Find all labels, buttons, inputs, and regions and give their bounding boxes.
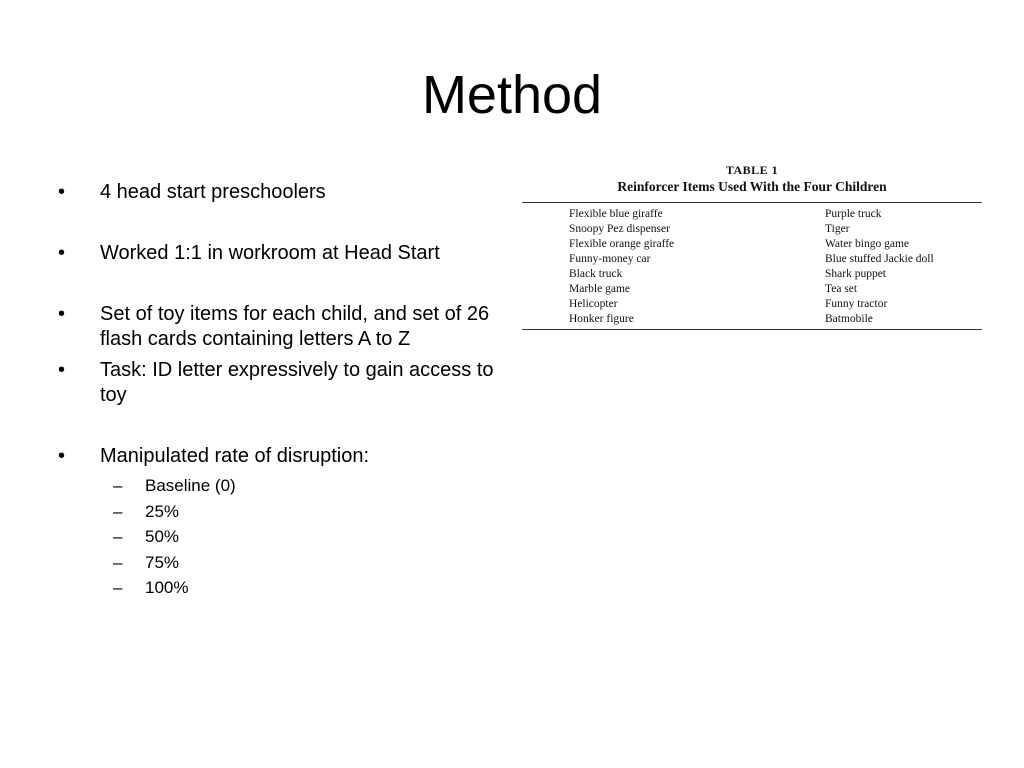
bullet-item [58, 444, 508, 601]
table-cell: Black truck [569, 268, 623, 280]
sub-bullet-text: 100% [145, 578, 189, 597]
sub-bullet-text: Baseline (0) [145, 476, 236, 495]
bullet-marker: • [58, 242, 66, 264]
table-title: Reinforcer Items Used With the Four Children [522, 178, 982, 203]
bullet-item [58, 180, 508, 205]
table-cell: Flexible blue giraffe [569, 208, 663, 220]
bullet-item [58, 358, 508, 408]
sub-bullet-item [58, 524, 508, 550]
table-cell: Helicopter [569, 298, 618, 310]
sub-bullet-item [58, 575, 508, 601]
table-cell: Tiger [825, 223, 850, 235]
table-body [522, 203, 982, 330]
sub-bullet-item [58, 473, 508, 499]
table-cell: Funny-money car [569, 253, 651, 265]
bullet-marker: • [58, 181, 66, 203]
bullet-text: Worked 1:1 in workroom at Head Start [100, 242, 440, 264]
sub-bullet-marker: – [113, 527, 123, 546]
bullet-marker: • [58, 303, 66, 325]
sub-bullet-item [58, 499, 508, 525]
sub-bullet-marker: – [113, 552, 123, 572]
bullet-text: 4 head start preschoolers [100, 181, 326, 203]
table-cell: Batmobile [825, 313, 873, 325]
bullet-marker: • [58, 359, 66, 381]
table-cell: Marble game [569, 283, 630, 295]
bullet-text: Set of toy items for each child, and set of 26 flash cards containing letters A to Z [100, 303, 490, 350]
sub-bullet-marker: – [113, 501, 123, 521]
table-cell: Honker figure [569, 313, 634, 325]
table-number: TABLE 1 [725, 163, 779, 177]
sub-bullet-item [58, 550, 508, 576]
bullet-item [58, 302, 508, 352]
table-cell: Shark puppet [825, 268, 887, 280]
bullet-text: Manipulated rate of disruption: [100, 445, 370, 467]
sub-bullet-text: 50% [145, 527, 180, 546]
table-cell: Snoopy Pez dispenser [569, 223, 670, 235]
sub-bullet-text: 75% [145, 552, 180, 572]
bullet-list [58, 180, 508, 601]
table-cell: Tea set [825, 283, 858, 295]
table-cell: Funny tractor [825, 298, 888, 310]
bullet-item [58, 241, 508, 266]
table-cell: Flexible orange giraffe [569, 238, 675, 250]
reinforcer-table [522, 162, 982, 330]
table-cell: Blue stuffed Jackie doll [825, 253, 934, 265]
disruption-rate-list [100, 473, 508, 601]
table-cell: Purple truck [825, 208, 882, 220]
bullet-marker: • [58, 445, 66, 467]
sub-bullet-marker: – [113, 578, 123, 597]
table-cell: Water bingo game [825, 238, 910, 250]
sub-bullet-marker: – [113, 476, 123, 495]
slide-title: Method [421, 65, 603, 125]
bullet-text: Task: ID letter expressively to gain access to toy [100, 359, 494, 406]
sub-bullet-text: 25% [145, 501, 180, 521]
